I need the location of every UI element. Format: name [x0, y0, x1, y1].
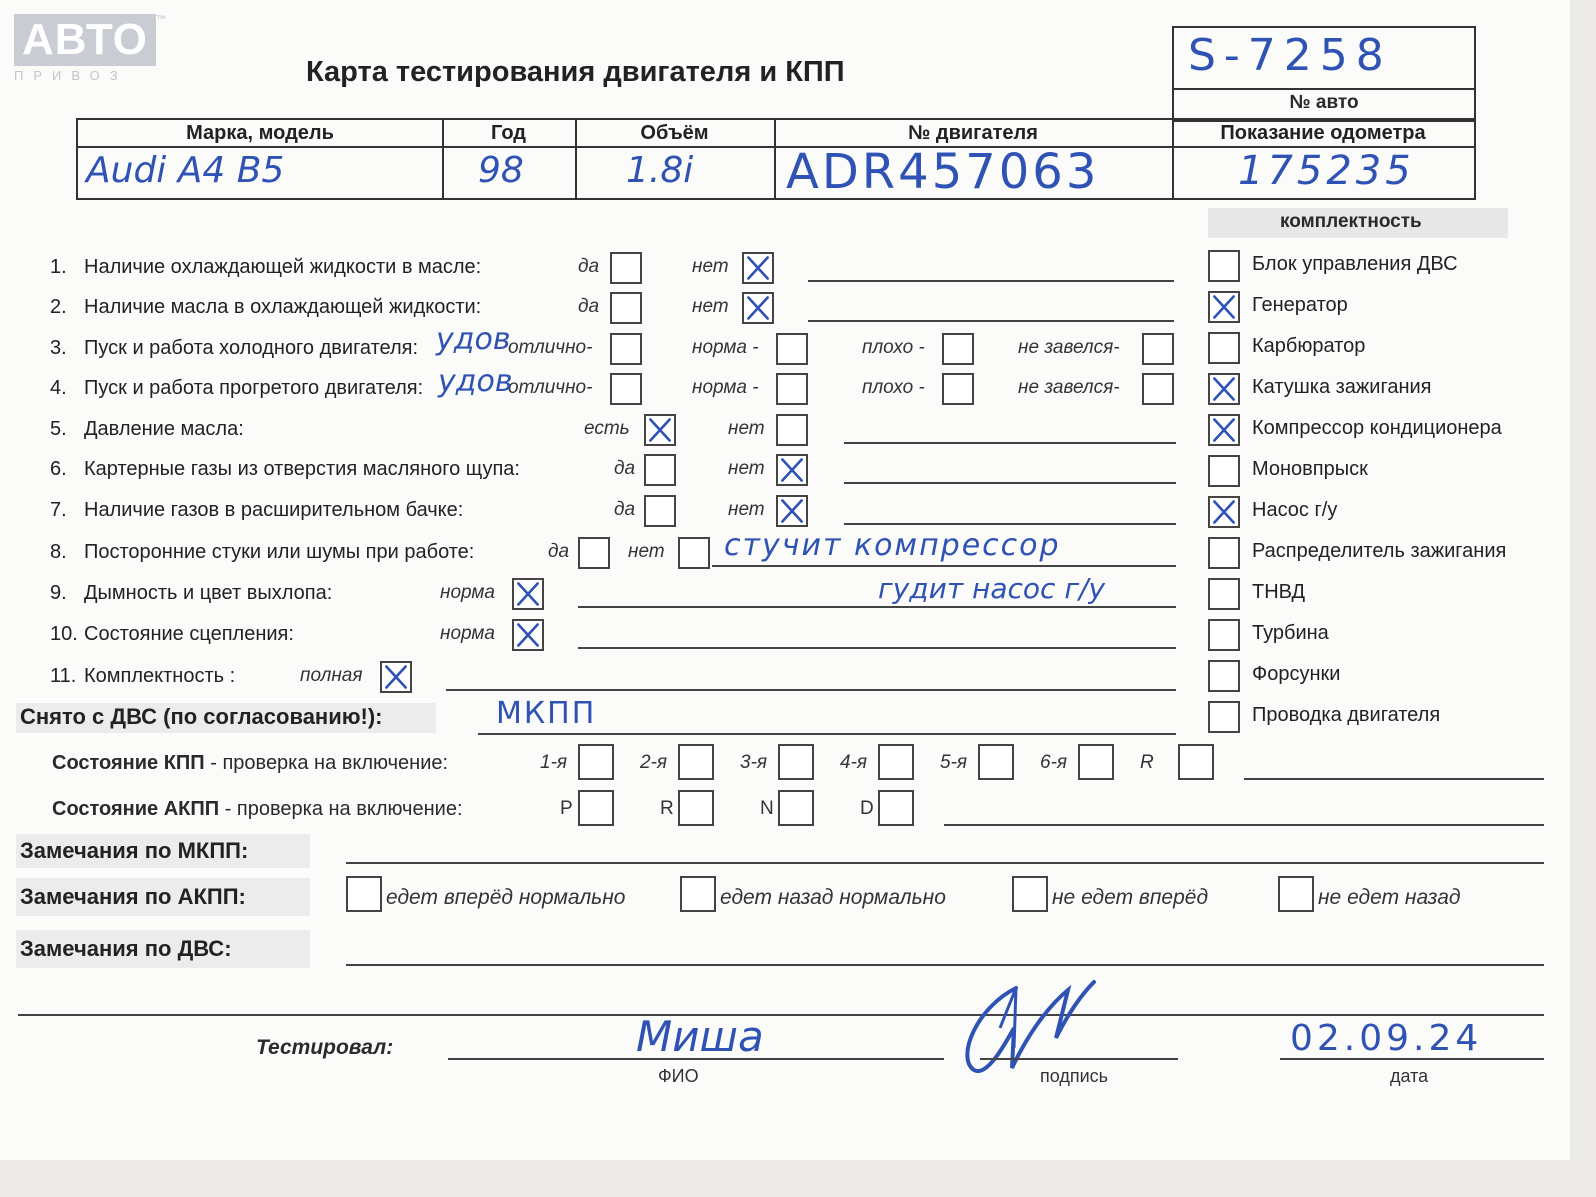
- remarks-dvs-line-2: [18, 1014, 1544, 1016]
- row-number: 5.: [50, 418, 67, 440]
- option-label: нет: [692, 296, 729, 317]
- option-checkbox[interactable]: [678, 537, 710, 569]
- remarks-dvs-line: [346, 964, 1544, 966]
- answer-line: [844, 482, 1176, 484]
- removed-label: Снято с ДВС (по согласованию!):: [20, 704, 383, 729]
- removed-line: [478, 733, 1176, 735]
- model-value: Audi A4 B5: [86, 150, 285, 191]
- option-label: да: [578, 296, 600, 317]
- option-label: норма: [440, 623, 495, 644]
- row-label: Наличие охлаждающей жидкости в масле:: [84, 256, 482, 278]
- option-label: да: [614, 499, 636, 520]
- kit-item-label: Насос г/у: [1252, 499, 1338, 521]
- option-label: нет: [728, 499, 765, 520]
- tester-name: Миша: [636, 1012, 764, 1061]
- page-title: Карта тестирования двигателя и КПП: [306, 56, 845, 88]
- gear-checkbox[interactable]: [678, 790, 714, 826]
- remarks-mkpp-line: [346, 862, 1544, 864]
- option-label: да: [578, 256, 600, 277]
- option-checkbox[interactable]: [1142, 373, 1174, 405]
- row-label: Пуск и работа холодного двигателя:: [84, 337, 419, 359]
- gear-checkbox[interactable]: [878, 744, 914, 780]
- akpp-label: Состояние АКПП - проверка на включение:: [52, 798, 463, 820]
- col-year: Год: [491, 122, 526, 144]
- answer-line: [844, 523, 1176, 525]
- gear-label: 5-я: [940, 752, 968, 773]
- option-checkbox[interactable]: [942, 333, 974, 365]
- gear-label: R: [660, 798, 674, 819]
- kit-item-label: Генератор: [1252, 294, 1348, 316]
- akpp-remark-label: едет назад нормально: [720, 886, 946, 909]
- sign-caption: подпись: [1040, 1066, 1109, 1086]
- car-number-box: [1172, 26, 1476, 122]
- kit-checkbox[interactable]: [1208, 701, 1240, 733]
- row-label: Пуск и работа прогретого двигателя:: [84, 377, 424, 399]
- row-label: Наличие газов в расширительном бачке:: [84, 499, 464, 521]
- signature: [956, 968, 1106, 1080]
- option-label: нет: [628, 541, 665, 562]
- option-checkbox[interactable]: [942, 373, 974, 405]
- col-engine-no: № двигателя: [908, 122, 1038, 144]
- gear-checkbox[interactable]: [978, 744, 1014, 780]
- mkpp-label: Состояние КПП - проверка на включение:: [52, 752, 449, 774]
- row-number: 3.: [50, 337, 67, 359]
- col-odometer: Показание одометра: [1220, 122, 1426, 144]
- gear-checkbox[interactable]: [778, 744, 814, 780]
- option-label: отлично-: [508, 337, 593, 358]
- mkpp-line: [1244, 778, 1544, 780]
- akpp-remark-checkbox[interactable]: [346, 876, 382, 912]
- row-number: 2.: [50, 296, 67, 318]
- kit-item-label: Распределитель зажигания: [1252, 540, 1507, 562]
- gear-checkbox[interactable]: [1078, 744, 1114, 780]
- kit-item-label: Катушка зажигания: [1252, 376, 1432, 398]
- gear-checkbox[interactable]: [878, 790, 914, 826]
- row-number: 10.: [50, 623, 78, 645]
- gear-checkbox[interactable]: [678, 744, 714, 780]
- akpp-remark-label: не едет назад: [1318, 886, 1461, 909]
- option-checkbox[interactable]: [742, 292, 774, 324]
- noise-note: стучит компрессор: [724, 528, 1061, 563]
- gear-label: 6-я: [1040, 752, 1068, 773]
- gear-label: 4-я: [840, 752, 868, 773]
- gear-checkbox[interactable]: [578, 744, 614, 780]
- engine-no-value: ADR457063: [786, 144, 1100, 200]
- gear-checkbox[interactable]: [1178, 744, 1214, 780]
- kit-checkbox[interactable]: [1208, 332, 1240, 364]
- akpp-remark-label: не едет вперёд: [1052, 886, 1209, 909]
- gear-label: N: [760, 798, 774, 819]
- gear-label: 3-я: [740, 752, 768, 773]
- gear-label: 2-я: [640, 752, 668, 773]
- option-checkbox[interactable]: [610, 252, 642, 284]
- answer-line: [844, 442, 1176, 444]
- fio-caption: ФИО: [658, 1066, 699, 1086]
- option-checkbox[interactable]: [610, 292, 642, 324]
- fio-line: [448, 1058, 944, 1060]
- akpp-remark-label: едет вперёд нормально: [386, 886, 626, 909]
- option-checkbox[interactable]: [512, 619, 544, 651]
- remarks-dvs-label: Замечания по ДВС:: [20, 936, 232, 961]
- row-label: Посторонние стуки или шумы при работе:: [84, 541, 475, 563]
- row-label: Дымность и цвет выхлопа:: [84, 582, 333, 604]
- row-label: Комплектность :: [84, 665, 236, 687]
- logo: [14, 14, 166, 83]
- col-model: Марка, модель: [186, 122, 334, 144]
- kit-item-label: Форсунки: [1252, 663, 1341, 685]
- akpp-remark-checkbox[interactable]: [680, 876, 716, 912]
- option-label: норма -: [692, 377, 759, 398]
- row-number: 8.: [50, 541, 67, 563]
- answer-line: [578, 606, 1176, 608]
- option-checkbox[interactable]: [578, 537, 610, 569]
- row-number: 7.: [50, 499, 67, 521]
- gear-checkbox[interactable]: [578, 790, 614, 826]
- akpp-remark-checkbox[interactable]: [1012, 876, 1048, 912]
- option-checkbox[interactable]: [1142, 333, 1174, 365]
- akpp-remark-checkbox[interactable]: [1278, 876, 1314, 912]
- option-checkbox[interactable]: [512, 578, 544, 610]
- answer-line: [578, 647, 1176, 649]
- option-label: не завелся-: [1018, 377, 1120, 398]
- option-checkbox[interactable]: [742, 252, 774, 284]
- volume-value: 1.8i: [626, 150, 694, 191]
- date-caption: дата: [1390, 1066, 1429, 1086]
- answer-line: [712, 565, 1176, 567]
- option-label: да: [548, 541, 570, 562]
- option-checkbox[interactable]: [644, 495, 676, 527]
- option-checkbox[interactable]: [776, 414, 808, 446]
- option-label: полная: [300, 665, 363, 686]
- option-label: нет: [692, 256, 729, 277]
- akpp-line: [944, 824, 1544, 826]
- kit-checkbox[interactable]: [1208, 373, 1240, 405]
- option-label: отлично-: [508, 377, 593, 398]
- kit-item-label: Блок управления ДВС: [1252, 253, 1458, 275]
- car-number-value: S-7258: [1188, 30, 1392, 81]
- answer-line: [808, 320, 1174, 322]
- kit-item-label: Проводка двигателя: [1252, 704, 1441, 726]
- gear-label: 1-я: [540, 752, 568, 773]
- option-label: плохо -: [862, 377, 925, 398]
- option-checkbox[interactable]: [644, 454, 676, 486]
- logo-main: АВТО: [14, 14, 156, 66]
- year-value: 98: [478, 150, 524, 191]
- option-checkbox[interactable]: [610, 373, 642, 405]
- sign-line: [980, 1058, 1178, 1060]
- removed-value: МКПП: [496, 696, 597, 731]
- kit-checkbox[interactable]: [1208, 537, 1240, 569]
- row-number: 11.: [50, 665, 77, 687]
- answer-line: [808, 280, 1174, 282]
- kit-title: комплектность: [1280, 211, 1422, 232]
- option-label: норма -: [692, 337, 759, 358]
- option-checkbox[interactable]: [610, 333, 642, 365]
- kit-checkbox[interactable]: [1208, 660, 1240, 692]
- kit-checkbox[interactable]: [1208, 619, 1240, 651]
- option-label: не завелся-: [1018, 337, 1120, 358]
- row-number: 6.: [50, 458, 67, 480]
- row-number: 4.: [50, 377, 67, 399]
- kit-item-label: Моновпрыск: [1252, 458, 1368, 480]
- date-line: [1280, 1058, 1544, 1060]
- odometer-value: 175235: [1238, 148, 1415, 194]
- option-checkbox[interactable]: [776, 454, 808, 486]
- row-label: Картерные газы из отверстия масляного щупа:: [84, 458, 520, 480]
- header-table: [76, 118, 1476, 200]
- logo-tm: ™: [155, 14, 166, 25]
- kit-item-label: ТНВД: [1252, 581, 1306, 603]
- kit-item-label: Карбюратор: [1252, 335, 1366, 357]
- kit-checkbox[interactable]: [1208, 578, 1240, 610]
- option-label: нет: [728, 418, 765, 439]
- kit-checkbox[interactable]: [1208, 250, 1240, 282]
- row-label: Состояние сцепления:: [84, 623, 294, 645]
- kit-checkbox[interactable]: [1208, 496, 1240, 528]
- option-label: есть: [584, 418, 630, 439]
- date-value: 02.09.24: [1290, 1018, 1483, 1059]
- option-checkbox[interactable]: [776, 333, 808, 365]
- option-label: плохо -: [862, 337, 925, 358]
- car-number-label: № авто: [1289, 92, 1359, 113]
- kit-checkbox[interactable]: [1208, 455, 1240, 487]
- option-checkbox[interactable]: [644, 414, 676, 446]
- cold-start-note: удов: [436, 322, 511, 357]
- exhaust-note: гудит насос г/у: [878, 572, 1106, 605]
- gear-label: R: [1140, 752, 1154, 773]
- kit-checkbox[interactable]: [1208, 291, 1240, 323]
- kit-checkbox[interactable]: [1208, 414, 1240, 446]
- gear-label: P: [560, 798, 573, 819]
- tested-by-label: Тестировал:: [256, 1036, 394, 1059]
- option-label: да: [614, 458, 636, 479]
- row-number: 1.: [50, 256, 67, 278]
- warm-start-note: удов: [438, 364, 513, 399]
- col-volume: Объём: [640, 122, 709, 144]
- kit-item-label: Компрессор кондиционера: [1252, 417, 1502, 439]
- logo-sub: ПРИВОЗ: [14, 68, 128, 83]
- answer-line: [446, 689, 1176, 691]
- option-label: норма: [440, 582, 495, 603]
- remarks-mkpp-label: Замечания по МКПП:: [20, 838, 249, 863]
- gear-checkbox[interactable]: [778, 790, 814, 826]
- row-label: Давление масла:: [84, 418, 244, 440]
- row-label: Наличие масла в охлаждающей жидкости:: [84, 296, 482, 318]
- option-checkbox[interactable]: [776, 495, 808, 527]
- kit-item-label: Турбина: [1252, 622, 1329, 644]
- row-number: 9.: [50, 582, 67, 604]
- gear-label: D: [860, 798, 874, 819]
- option-label: нет: [728, 458, 765, 479]
- option-checkbox[interactable]: [380, 661, 412, 693]
- remarks-akpp-label: Замечания по АКПП:: [20, 884, 246, 909]
- option-checkbox[interactable]: [776, 373, 808, 405]
